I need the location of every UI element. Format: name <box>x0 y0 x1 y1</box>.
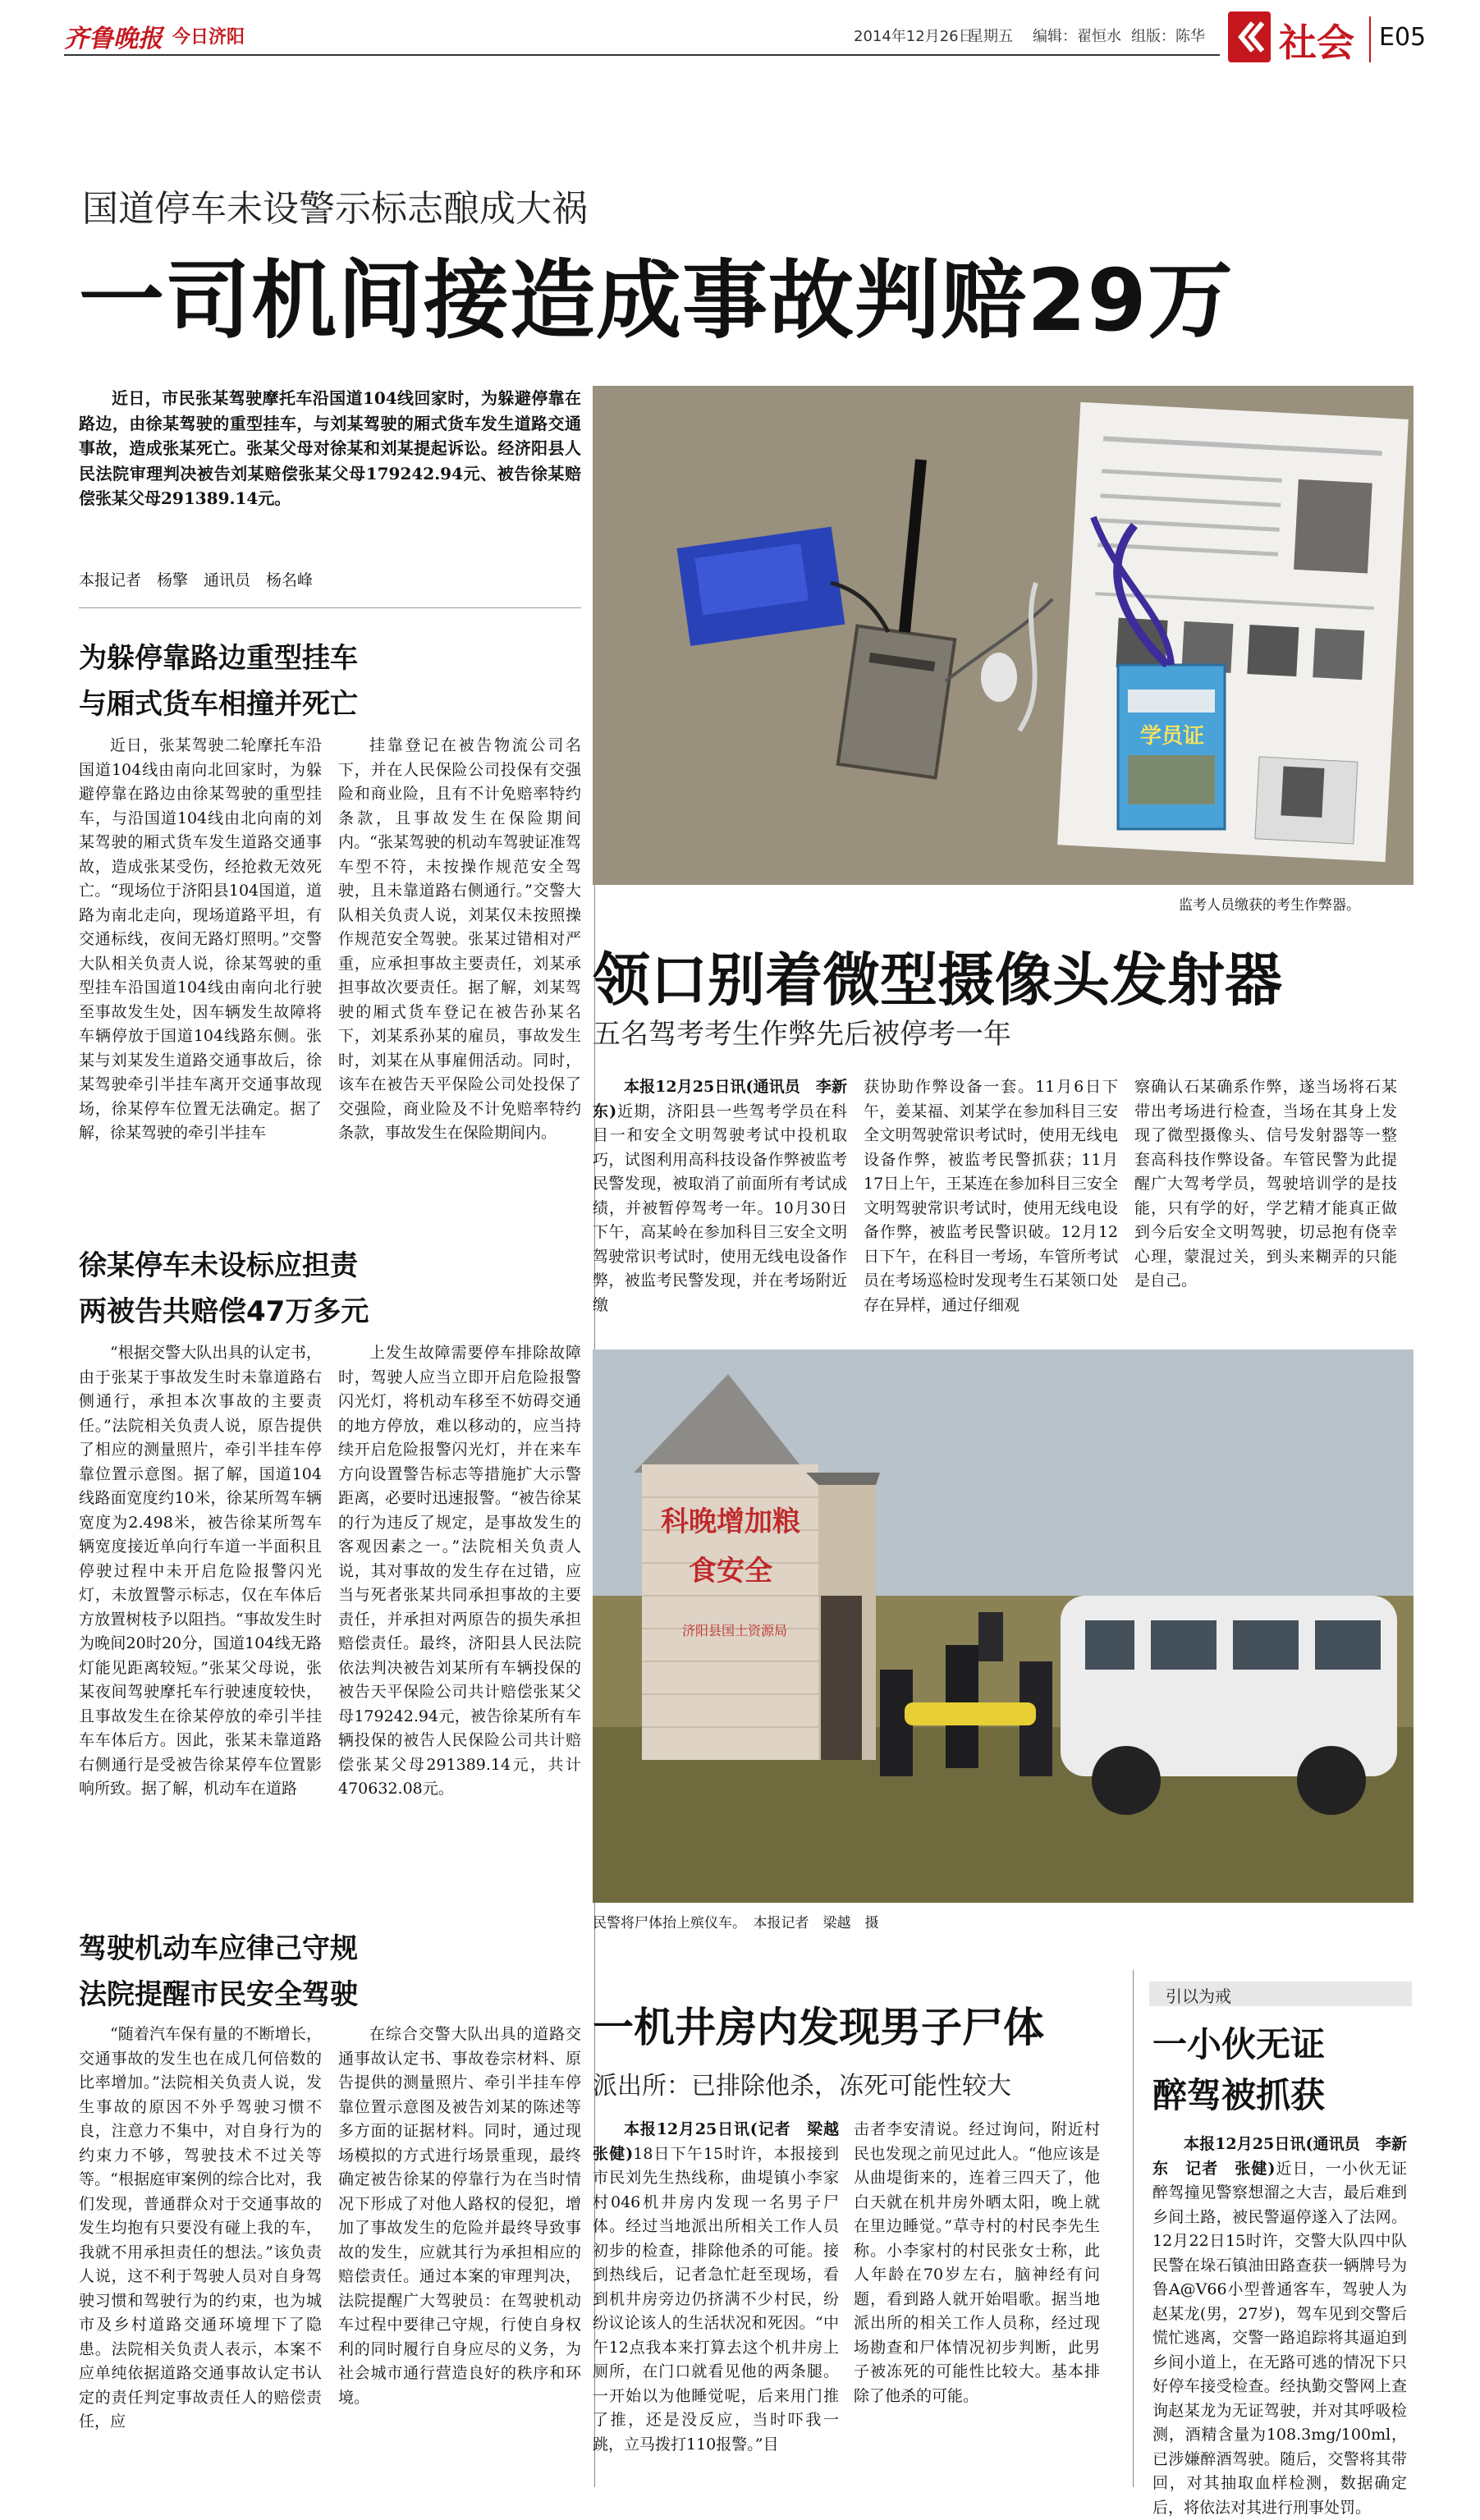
issue-weekday: 星期五 <box>969 28 1013 45</box>
story1-subhead-2b: 两被告共赔偿47万多元 <box>79 1295 369 1328</box>
story4-label: 引以为戒 <box>1166 1986 1231 2006</box>
story4-headline-b: 醉驾被抓获 <box>1152 2075 1326 2115</box>
story1-subhead-2a: 徐某停车未设标应担责 <box>79 1249 358 1282</box>
issue-date: 2014年12月26日 <box>854 28 974 45</box>
editor-credit: 编辑：翟恒水 <box>1033 28 1121 45</box>
story1-section1-col1: 近日，张某驾驶二轮摩托车沿国道104线由南向北回家时，为躲避停靠在路边由徐某驾驶的重型挂车，与沿国道104线由北向南的刘某驾驶的厢式货车发生道路交通事故，造成张某受伤，经抢救无效死亡。“现场位于济阳县104国道，道路为南北走向，现场道路平坦，有交通标线，夜间无路灯照明。”交警大队相关负责人说，徐某驾驶的重型挂车沿国道104线由南向北行驶至事故发生处，因车辆发生故障将车辆停放于国道104线路东侧。张某与刘某发生道路交通事故后，徐某驾驶牵引半挂车离开交通事故现场，徐某停车位置无法确定。据了解，徐某驾驶的牵引半挂车 <box>79 736 322 1142</box>
story4-body <box>1152 2133 1407 2517</box>
story2-col1 <box>593 1075 847 1314</box>
story1-rule <box>79 607 581 608</box>
section-icon <box>1228 11 1271 62</box>
story1-byline: 本报记者 杨擎 通讯员 杨名峰 <box>79 571 314 589</box>
edition-name: 今日济阳 <box>172 27 245 48</box>
masthead-rule-left <box>64 54 1220 56</box>
story3-col1 <box>593 2118 855 2487</box>
story1-section3-col2: 在综合交警大队出具的道路交通事故认定书、事故卷宗材料、原告提供的测量照片、牵引半挂车停靠位置示意图及被告刘某的陈述等多方面的证据材料。同时，通过现场模拟的方式进行场景重现，最终确定被告徐某的停靠行为在当时情况下形成了对他人路权的侵犯，增加了事故发生的危险并最终导致事故的发生，应就其行为承担相应的赔偿责任。通过本案的审理判决，法院提醒广大驾驶员：在驾驶机动车过程中要律己守规，行使自身权利的同时履行自身应尽的义务，为社会城市通行营造良好的秩序和环境。 <box>338 2025 581 2407</box>
story1-headline: 一司机间接造成事故判赔29万 <box>79 250 1234 351</box>
masthead <box>0 0 1480 82</box>
story1-lead: 近日，市民张某驾驶摩托车沿国道104线回家时，为躲避停靠在路边，由徐某驾驶的重型挂车，与刘某驾驶的厢式货车发生道路交通事故，造成张某死亡。张某父母对徐某和刘某提起诉讼。经济阳县人民法院审理判决被告刘某赔偿张某父母179242.94元、被告徐某赔偿张某父母291389.14元。 <box>79 388 581 508</box>
story1-section2-col1: “根据交警大队出具的认定书，由于张某于事故发生时未靠道路右侧通行，承担本次事故的主要责任。”法院相关负责人说，原告提供了相应的测量照片，牵引半挂车停靠位置示意图。据了解，国道104线路面宽度约10米，徐某所驾车辆宽度为2.498米，被告徐某所驾车辆宽度接近单向行车道一半面积且停驶过程中未开启危险报警闪光灯，未放置警示标志，仅在车体后方放置树枝予以阻挡。“事故发生时为晚间20时20分，国道104线无路灯能见距离较短。”张某父母说，张某夜间驾驶摩托车行驶速度较快，且事故发生在徐某停放的牵引半挂车车体后方。因此，张某未靠道路右侧通行是受被告徐某停车位置影响所致。据了解，机动车在道路 <box>79 1344 322 1798</box>
story2-headline: 领口别着微型摄像头发射器 <box>593 946 1282 1014</box>
story4-headline-a: 一小伙无证 <box>1152 2024 1326 2064</box>
story4-body-text: 近日，一小伙无证醉驾撞见警察想溜之大吉，最后难到乡间土路，被民警逼停遂入了法网。12月22日15时许，交警大队四中队民警在垛石镇油田路查获一辆牌号为鲁A@V66小型普通客车，驾驶人为赵某龙(男，27岁)，驾车见到交警后慌忙逃离，交警一路追踪将其逼迫到乡间小道上，在无路可逃的情况下只好停车接受检查。经执勤交警网上查询赵某龙为无证驾驶，并对其呼吸检测，酒精含量为108.3mg/100ml，已涉嫌醉酒驾驶。随后，交警将其带回，对其抽取血样检测，数据确定后，将依法对其进行刑事处罚。 <box>1152 2159 1407 2517</box>
well-house-wall-text: 科晚增加粮食安全 <box>661 1505 800 1588</box>
story1-subhead-3b: 法院提醒市民安全驾驶 <box>79 1978 358 2011</box>
story3-photo-caption: 民警将尸体抬上殡仪车。 本报记者 梁越 摄 <box>593 1915 879 1931</box>
layout-credit: 组版：陈华 <box>1131 28 1205 45</box>
story1-subhead-1b: 与厢式货车相撞并死亡 <box>79 688 358 721</box>
masthead-divider <box>1369 16 1371 62</box>
story2-subhead: 五名驾考考生作弊先后被停考一年 <box>593 1018 1011 1051</box>
newspaper-logo: 齐鲁晚报 <box>64 25 163 53</box>
well-house-wall-small-text: 济阳县国土资源局 <box>681 1623 787 1638</box>
student-card-title: 学员证 <box>1139 724 1204 749</box>
story3-lead: 本报12月25日讯(记者 梁越 张健) <box>593 2120 855 2163</box>
story1-subhead-1a: 为躲停靠路边重型挂车 <box>79 642 358 675</box>
story3-subhead: 派出所：已排除他杀，冻死可能性较大 <box>593 2072 1011 2101</box>
story2-col2: 获协助作弊设备一套。11月6日下午，姜某福、刘某学在参加科目三安全文明驾驶常识考试时，使用无线电设备作弊，被监考民警抓获；11月17日上午，王某连在参加科目三安全文明驾驶常识考试时，使用无线电设备作弊，被监考民警识破。12月12日下午，在科目一考场，车管所考试员在考场巡检时发现考生石某领口处存在异样，通过仔细观 <box>864 1078 1118 1314</box>
story2-photo <box>593 386 1414 885</box>
story1-section1-col2: 挂靠登记在被告物流公司名下，并在人民保险公司投保有交强险和商业险，且有不计免赔率特约条款，且事故发生在保险期间内。“张某驾驶的机动车驾驶证准驾车型不符，未按操作规范安全驾驶，且未靠道路右侧通行。”交警大队相关负责人说，刘某仅未按照操作规范安全驾驶。张某过错相对严重，应承担事故主要责任，刘某承担事故次要责任。据了解，刘某驾驶的厢式货车登记在被告孙某名下，刘某系孙某的雇员，事故发生时，刘某在从事雇佣活动。同时，该车在被告天平保险公司处投保了交强险，商业险及不计免赔率特约条款，事故发生在保险期间内。 <box>338 736 581 1142</box>
story3-col1-text: 18日下午15时许，本报接到市民刘先生热线称，曲堤镇小李家村046机井房内发现一名男子尸体。经过当地派出所相关工作人员初步的检查，排除他杀的可能。接到热线后，记者急忙赶至现场，看到机井房旁边仍挤满不少村民，纷纷议论该人的生活状况和死因。“中午12点我本来打算去这个机井房上厕所，在门口就看见他的两条腿。一开始以为他睡觉呢，后来用门推了推，还是没反应，当时吓我一跳，立马拨打110报警。”目 <box>593 2144 839 2454</box>
story1-subhead-3a: 驾驶机动车应律己守规 <box>79 1932 358 1965</box>
story2-photo-caption: 监考人员缴获的考生作弊器。 <box>1179 897 1360 914</box>
page-number: E05 <box>1379 23 1427 52</box>
story2-lead: 本报12月25日讯(通讯员 李新东) <box>593 1078 847 1120</box>
story1-section3-col1: “随着汽车保有量的不断增长，交通事故的发生也在成几何倍数的比率增加。”法院相关负责人说，发生事故的原因不外乎驾驶习惯不良，注意力不集中，对自身行为的约束力不够，驾驶技术不过关等等。“根据庭审案例的综合比对，我们发现，普通群众对于交通事故的发生均抱有只要没有碰上我的车，我就不用承担责任的想法。”该负责人说，这不利于驾驶人员对自身驾驶习惯和驾驶行为的约束，也为城市及乡村道路交通环境埋下了隐患。法院相关负责人表示，本案不应单纯依据道路交通事故认定书认定的责任判定事故责任人的赔偿责任，应 <box>79 2025 322 2431</box>
story1-section2-col2: 上发生故障需要停车排除故障时，驾驶人应当立即开启危险报警闪光灯，将机动车移至不妨碍交通的地方停放，难以移动的，应当持续开启危险报警闪光灯，并在来车方向设置警告标志等措施扩大示警距离，必要时迅速报警。“被告徐某的行为违反了规定，是事故发生的客观因素之一。”法院相关负责人说，其对事故的发生存在过错，应当与死者张某共同承担事故的主要责任，并承担对两原告的损失承担赔偿责任。最终，济阳县人民法院依法判决被告刘某所有车辆投保的被告天平保险公司共计赔偿张某父母179242.94元，被告徐某所有车辆投保的被告人民保险公司共计赔偿张某父母291389.14元，共计470632.08元。 <box>338 1344 581 1798</box>
story2-col3: 察确认石某确系作弊，遂当场将石某带出考场进行检查，当场在其身上发现了微型摄像头、信号发射器等一整套高科技作弊设备。车管民警为此提醒广大驾考学员，驾驶培训学的是技能，只有学的好，学艺精才能真正做到今后安全文明驾驶，切忌抱有侥幸心理，蒙混过关，到头来糊弄的只能是自己。 <box>1134 1078 1397 1290</box>
story3-headline: 一机井房内发现男子尸体 <box>593 2004 1044 2051</box>
section-name: 社会 <box>1279 21 1354 65</box>
column-divider-right <box>1133 1970 1134 2487</box>
story1-kicker: 国道停车未设警示标志酿成大祸 <box>82 188 588 230</box>
story3-col2: 击者李安清说。经过询问，附近村民也发现之前见过此人。“他应该是从曲堤街来的，连着三四天了，他白天就在机井房外晒太阳，晚上就在里边睡觉。”草寺村的村民李先生称。小李家村的村民张女士称，此人年龄在70岁左右，脑神经有问题，看到路人就开始唱歌。据当地派出所的相关工作人员称，经过现场勘查和尸体情况初步判断，此男子被冻死的可能性比较大。基本排除了他杀的可能。 <box>854 2120 1100 2405</box>
story4-lead: 本报12月25日讯(通讯员 李新东 记者 张健) <box>1152 2135 1407 2178</box>
story2-col1-text: 近期，济阳县一些驾考学员在科目一和安全文明驾驶考试中投机取巧，试图利用高科技设备作弊被监考民警发现，被取消了前面所有考试成绩，并被暂停驾考一年。10月30日下午，高某岭在参加科目三安全文明驾驶常识考试时，使用无线电设备作弊，被监考民警发现，并在考场附近缴 <box>593 1102 847 1314</box>
story3-photo <box>593 1349 1414 1903</box>
